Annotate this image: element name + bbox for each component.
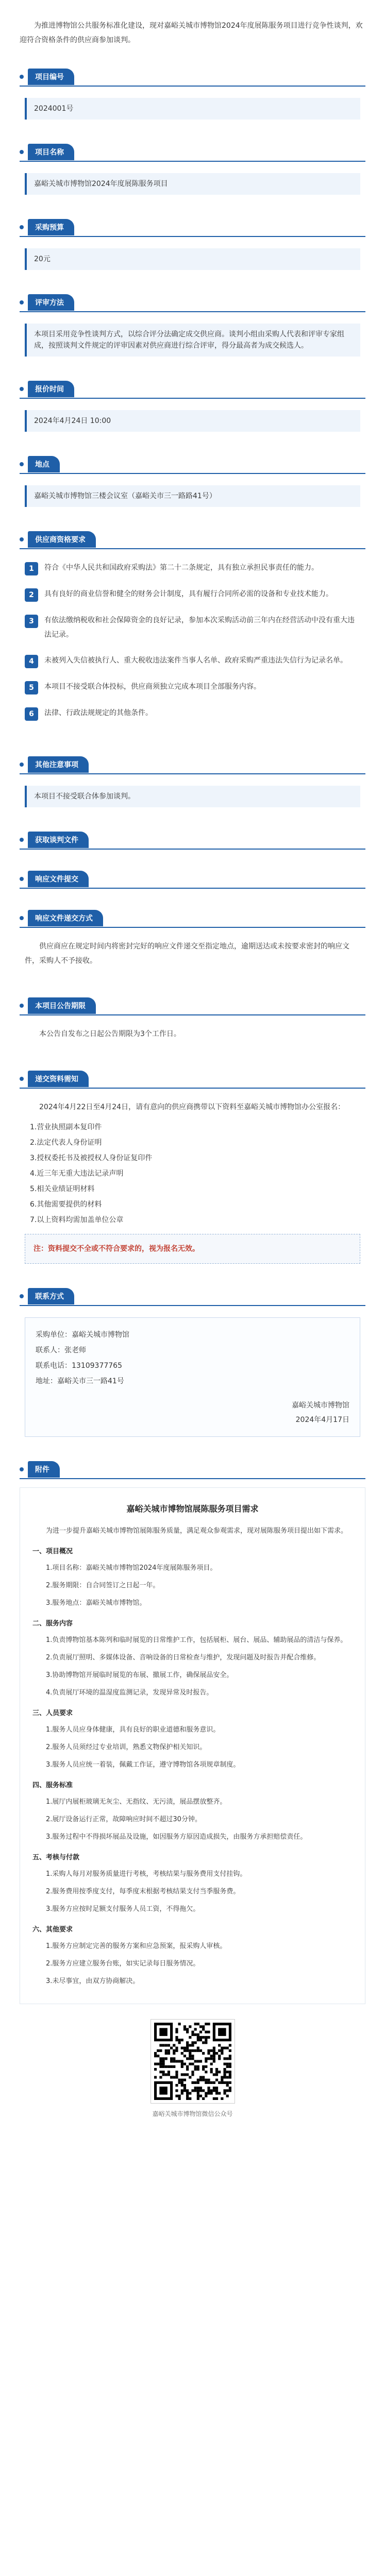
- section-header-item-5: [20, 380, 365, 399]
- attachment-paragraph: 为进一步提升嘉峪关城市博物馆展陈服务质量，满足观众参观需求，现对展陈服务项目提出如下需求。: [46, 1527, 348, 1535]
- docs-list: [25, 1120, 360, 1228]
- doc-item: 7.以上资料均需加盖单位公章: [30, 1216, 124, 1224]
- contact-person: 张老师: [64, 1346, 86, 1354]
- signature-date: 2024年4月17日: [295, 1416, 349, 1424]
- contact-addr: 嘉峪关市三一路41号: [57, 1377, 124, 1385]
- attachment-paragraph: 4.负责展厅环境的温湿度监测记录，发现异常及时报告。: [46, 1689, 213, 1697]
- attachment-document: [20, 1487, 365, 2004]
- section-title: 附件: [28, 1461, 60, 1478]
- attachment-heading: 五、考核与付款: [32, 1854, 80, 1861]
- attachment-paragraph: 2.服务期限：自合同签订之日起一年。: [46, 1582, 160, 1589]
- attachment-paragraph: 1.项目名称：嘉峪关城市博物馆2024年度展陈服务项目。: [46, 1564, 217, 1572]
- requirement-item: [25, 613, 360, 642]
- attachment-paragraph: 1.采购人每月对服务质量进行考核，考核结果与服务费用支付挂钩。: [46, 1870, 247, 1878]
- doc-item: 6.其他需要提供的材料: [30, 1200, 102, 1209]
- attachment-paragraph: 3.服务地点：嘉峪关城市博物馆。: [46, 1599, 146, 1607]
- bullet-icon: [20, 1294, 24, 1298]
- attachment-paragraph: 1.负责博物馆基本陈列和临时展览的日常维护工作，包括展柜、展台、展品、辅助展品的清洁与保养。: [46, 1636, 347, 1644]
- attachment-paragraph: 3.未尽事宜，由双方协商解决。: [46, 1977, 140, 1985]
- simple-sections: [20, 68, 365, 510]
- docs-intro: 2024年4月22日至4月24日，请有意向的供应商携带以下资料至嘉峪关城市博物馆办公室报名：: [39, 1103, 345, 1111]
- requirement-item: [25, 561, 360, 575]
- attachment-paragraph: 2.负责展厅照明、多媒体设备、音响设备的日常检查与维护，发现问题及时报告并配合维修。: [46, 1654, 321, 1662]
- section-title: 其他注意事项: [28, 756, 89, 773]
- section-header-requirements: [20, 531, 365, 549]
- contact-addr-label: 地址：: [36, 1377, 57, 1385]
- doc-item: 5.相关业绩证明材料: [30, 1185, 95, 1193]
- bullet-icon: [20, 300, 24, 304]
- section-header-item-2: [20, 143, 365, 162]
- section-title: 项目编号: [28, 69, 74, 85]
- qr-code-icon[interactable]: [151, 2020, 235, 2103]
- attachment-heading: 三、人员要求: [32, 1709, 73, 1717]
- section-title: 响应文件提交: [28, 871, 89, 887]
- section-title: 递交资料需知: [28, 1071, 89, 1087]
- bullet-icon: [20, 462, 24, 466]
- requirement-number: 1: [25, 562, 38, 575]
- signature: [36, 1398, 349, 1427]
- section-title: 报价时间: [28, 381, 74, 397]
- attachment-paragraph: 3.服务人员应统一着装，佩戴工作证，遵守博物馆各项规章制度。: [46, 1761, 240, 1769]
- contact-org-label: 采购单位：: [36, 1331, 72, 1339]
- bullet-icon: [20, 75, 24, 79]
- docs-warning: 注：资料提交不全或不符合要求的，视为报名无效。: [34, 1245, 199, 1253]
- bullet-icon: [20, 762, 24, 767]
- doc-item: 2.法定代表人身份证明: [30, 1139, 102, 1147]
- requirement-number: 5: [25, 681, 38, 694]
- contact-addr-row: [36, 1374, 349, 1389]
- deadline-text: 本公告自发布之日起公告期限为3个工作日。: [39, 1030, 181, 1038]
- attachment-heading: 六、其他要求: [32, 1926, 73, 1934]
- section-title: 供应商资格要求: [28, 531, 96, 548]
- section-header-item-4: [20, 294, 365, 312]
- signature-org: 嘉峪关城市博物馆: [292, 1401, 349, 1410]
- bullet-icon: [20, 537, 24, 541]
- bullet-icon: [20, 225, 24, 229]
- requirements-list: [20, 557, 365, 735]
- section-title: 本项目公告期限: [28, 997, 96, 1014]
- attachment-paragraph: 3.服务过程中不得损坏展品及设施，如因服务方原因造成损失，由服务方承担赔偿责任。: [46, 1833, 307, 1841]
- section-value-item-3: 20元: [25, 248, 360, 270]
- section-header-item-3: [20, 218, 365, 237]
- doc-item: 4.近三年无重大违法记录声明: [30, 1170, 124, 1178]
- requirement-item: [25, 706, 360, 721]
- attachment-paragraph: 1.服务方应制定完善的服务方案和应急预案，报采购人审核。: [46, 1942, 227, 1950]
- requirement-number: 2: [25, 588, 38, 602]
- section-title: 获取谈判文件: [28, 832, 89, 848]
- bullet-icon: [20, 916, 24, 920]
- attachment-body: [32, 1524, 353, 1988]
- contact-phone[interactable]: 13109377765: [72, 1362, 122, 1370]
- requirement-text: 未被列入失信被执行人、重大税收违法案件当事人名单、政府采购严重违法失信行为记录名单。: [44, 656, 347, 665]
- requirement-number: 6: [25, 707, 38, 721]
- attachment-paragraph: 3.服务方应按时足额支付服务人员工资，不得拖欠。: [46, 1905, 200, 1913]
- section-header-item-6: [20, 455, 365, 474]
- attachment-paragraph: 2.服务费用按季度支付，每季度末根据考核结果支付当季服务费。: [46, 1888, 240, 1895]
- requirement-number: 4: [25, 655, 38, 668]
- bullet-icon: [20, 877, 24, 881]
- attachment-paragraph: 2.服务人员须经过专业培训，熟悉文物保护相关知识。: [46, 1743, 207, 1751]
- attachment-paragraph: 1.展厅内展柜玻璃无灰尘、无指纹、无污渍，展品摆放整齐。: [46, 1798, 227, 1806]
- doc-item: 1.营业执照副本复印件: [30, 1123, 102, 1131]
- intro-paragraph: 为推进博物馆公共服务标准化建设，现对嘉峪关城市博物馆2024年度展陈服务项目进行竞争性谈判，欢迎符合资格条件的供应商参加谈判。: [20, 22, 363, 44]
- attachment-heading: 二、服务内容: [32, 1620, 73, 1628]
- contact-person-row: [36, 1343, 349, 1358]
- section-header-attachment: [20, 1461, 365, 1479]
- section-header-contact: [20, 1287, 365, 1306]
- bullet-icon: [20, 150, 24, 154]
- attachment-paragraph: 2.展厅设备运行正常，故障响应时间不超过30分钟。: [46, 1816, 202, 1823]
- contact-org-row: [36, 1327, 349, 1343]
- attachment-heading: 一、项目概况: [32, 1548, 73, 1555]
- notice-text: 本项目不接受联合体参加谈判。: [25, 786, 360, 807]
- attachment-paragraph: 1.服务人员应身体健康，具有良好的职业道德和服务意识。: [46, 1726, 220, 1734]
- attachment-paragraph: 3.协助博物馆开展临时展览的布展、撤展工作，确保展品安全。: [46, 1671, 233, 1679]
- section-value-item-2: 嘉峪关城市博物馆2024年度展陈服务项目: [25, 173, 360, 195]
- requirement-text: 符合《中华人民共和国政府采购法》第二十二条规定，具有独立承担民事责任的能力。: [44, 564, 319, 572]
- section-title: 项目名称: [28, 144, 74, 160]
- section-header-submission: [20, 909, 365, 928]
- section-header-deadline: [20, 997, 365, 1015]
- section-value-item-1: 2024001号: [25, 98, 360, 120]
- submission-text: 供应商应在规定时间内将密封完好的响应文件递交至指定地点，逾期送达或未按要求密封的响应文件，采购人不予接收。: [25, 942, 349, 965]
- contact-phone-row: [36, 1358, 349, 1374]
- section-value-item-5: 2024年4月24日 10:00: [25, 410, 360, 432]
- section-title: 响应文件递交方式: [28, 910, 103, 926]
- requirement-text: 法律、行政法规规定的其他条件。: [44, 709, 153, 717]
- requirement-text: 具有良好的商业信誉和健全的财务会计制度，具有履行合同所必需的设备和专业技术能力。: [44, 590, 333, 598]
- section-title: 采购预算: [28, 219, 74, 235]
- bullet-icon: [20, 387, 24, 391]
- requirement-text: 本项目不接受联合体投标，供应商须独立完成本项目全部服务内容。: [44, 683, 261, 691]
- contact-org: 嘉峪关城市博物馆: [72, 1331, 129, 1339]
- bullet-icon: [20, 1004, 24, 1008]
- doc-item: 3.授权委托书及被授权人身份证复印件: [30, 1154, 153, 1162]
- section-title: 评审方法: [28, 294, 74, 311]
- attachment-paragraph: 2.服务方应建立服务台账，如实记录每日服务情况。: [46, 1960, 200, 1968]
- section-title: 联系方式: [28, 1288, 74, 1304]
- section-value-item-6: 嘉峪关城市博物馆三楼会议室（嘉峪关市三一路路41号）: [25, 485, 360, 507]
- contact-person-label: 联系人：: [36, 1346, 64, 1354]
- section-header-get-docs: [20, 831, 365, 850]
- section-header-notice: [20, 756, 365, 774]
- bullet-icon: [20, 1077, 24, 1081]
- requirement-item: [25, 587, 360, 602]
- attachment-heading: 四、服务标准: [32, 1782, 73, 1789]
- section-title: 地点: [28, 456, 60, 472]
- requirement-text: 有依法缴纳税收和社会保障资金的良好记录，参加本次采购活动前三年内在经营活动中没有重大违法记录。: [44, 616, 355, 639]
- section-header-submit: [20, 870, 365, 889]
- bullet-icon: [20, 838, 24, 842]
- bullet-icon: [20, 1467, 24, 1471]
- article-content: [20, 0, 365, 2118]
- section-value-item-4: 本项目采用竞争性谈判方式，以综合评分法确定成交供应商。谈判小组由采购人代表和评审专家组成，按照谈判文件规定的评审因素对供应商进行综合评审，得分最高者为成交候选人。: [25, 324, 360, 357]
- contact-card: [25, 1317, 360, 1437]
- qr-wrap: [20, 2020, 365, 2103]
- contact-phone-label: 联系电话：: [36, 1362, 72, 1370]
- docs-warning-box: [25, 1234, 360, 1264]
- requirement-item: [25, 653, 360, 668]
- attachment-title: 嘉峪关城市博物馆展陈服务项目需求: [126, 1504, 259, 1514]
- section-header-item-1: [20, 68, 365, 87]
- qr-caption: 嘉峪关城市博物馆微信公众号: [152, 2110, 233, 2117]
- requirement-number: 3: [25, 615, 38, 628]
- section-header-docs: [20, 1070, 365, 1089]
- requirement-item: [25, 680, 360, 694]
